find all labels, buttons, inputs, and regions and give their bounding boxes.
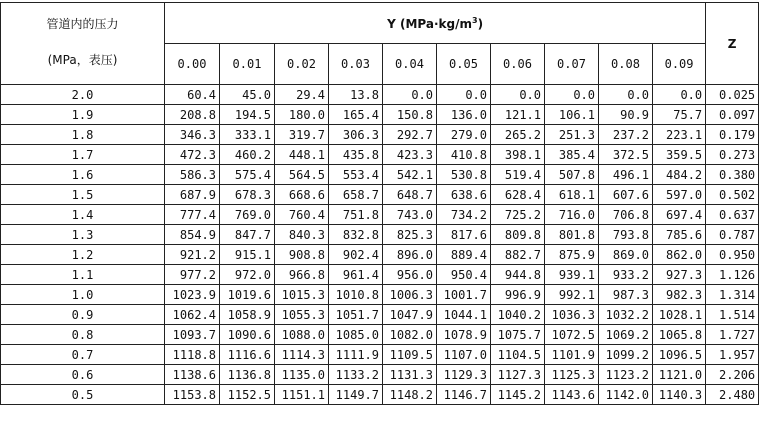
y-value-cell: 410.8 xyxy=(437,145,491,165)
y-value-cell: 1069.2 xyxy=(599,325,653,345)
y-value-cell: 1145.2 xyxy=(491,385,545,405)
y-value-cell: 678.3 xyxy=(220,185,275,205)
y-value-cell: 1146.7 xyxy=(437,385,491,405)
y-value-cell: 1143.6 xyxy=(545,385,599,405)
y-value-cell: 472.3 xyxy=(165,145,220,165)
y-value-cell: 1101.9 xyxy=(545,345,599,365)
y-value-cell: 760.4 xyxy=(275,205,329,225)
table-row xyxy=(1,85,759,105)
y-value-cell: 1125.3 xyxy=(545,365,599,385)
pressure-cell: 1.7 xyxy=(1,145,165,165)
table-body xyxy=(1,85,759,405)
y-value-cell: 359.5 xyxy=(653,145,706,165)
pressure-header xyxy=(1,3,165,85)
y-value-cell: 751.8 xyxy=(329,205,383,225)
y-value-cell: 106.1 xyxy=(545,105,599,125)
y-value-cell: 13.8 xyxy=(329,85,383,105)
y-value-cell: 1015.3 xyxy=(275,285,329,305)
y-value-cell: 854.9 xyxy=(165,225,220,245)
y-value-cell: 29.4 xyxy=(275,85,329,105)
pressure-cell: 1.6 xyxy=(1,165,165,185)
y-value-cell: 1148.2 xyxy=(383,385,437,405)
y-value-cell: 1078.9 xyxy=(437,325,491,345)
y-value-cell: 1082.0 xyxy=(383,325,437,345)
pressure-cell: 0.9 xyxy=(1,305,165,325)
y-value-cell: 423.3 xyxy=(383,145,437,165)
y-value-cell: 1153.8 xyxy=(165,385,220,405)
pressure-cell: 1.0 xyxy=(1,285,165,305)
table-row xyxy=(1,205,759,225)
y-value-cell: 121.1 xyxy=(491,105,545,125)
table-row xyxy=(1,345,759,365)
z-value-cell: 1.727 xyxy=(706,325,759,345)
y-value-cell: 448.1 xyxy=(275,145,329,165)
y-value-cell: 0.0 xyxy=(491,85,545,105)
y-value-cell: 496.1 xyxy=(599,165,653,185)
table-row xyxy=(1,245,759,265)
y-value-cell: 1062.4 xyxy=(165,305,220,325)
y-value-cell: 1075.7 xyxy=(491,325,545,345)
y-value-cell: 769.0 xyxy=(220,205,275,225)
y-value-cell: 586.3 xyxy=(165,165,220,185)
pressure-cell: 1.5 xyxy=(1,185,165,205)
y-value-cell: 725.2 xyxy=(491,205,545,225)
y-value-cell: 658.7 xyxy=(329,185,383,205)
y-value-cell: 75.7 xyxy=(653,105,706,125)
y-value-cell: 1010.8 xyxy=(329,285,383,305)
y-value-cell: 1028.1 xyxy=(653,305,706,325)
y-value-cell: 1133.2 xyxy=(329,365,383,385)
y-value-cell: 706.8 xyxy=(599,205,653,225)
y-value-cell: 1104.5 xyxy=(491,345,545,365)
y-value-cell: 961.4 xyxy=(329,265,383,285)
column-header: 0.02 xyxy=(275,44,329,85)
column-header: 0.03 xyxy=(329,44,383,85)
table-row xyxy=(1,105,759,125)
pressure-y-z-table xyxy=(0,2,759,405)
y-value-cell: 862.0 xyxy=(653,245,706,265)
y-value-cell: 1006.3 xyxy=(383,285,437,305)
table-row xyxy=(1,385,759,405)
y-value-cell: 60.4 xyxy=(165,85,220,105)
y-value-cell: 908.8 xyxy=(275,245,329,265)
y-value-cell: 1040.2 xyxy=(491,305,545,325)
y-value-cell: 484.2 xyxy=(653,165,706,185)
pressure-header-line2: (MPa，表压) xyxy=(47,52,118,67)
y-value-cell: 809.8 xyxy=(491,225,545,245)
y-value-cell: 902.4 xyxy=(329,245,383,265)
y-value-cell: 1151.1 xyxy=(275,385,329,405)
z-value-cell: 0.950 xyxy=(706,245,759,265)
column-header: 0.01 xyxy=(220,44,275,85)
y-value-cell: 992.1 xyxy=(545,285,599,305)
column-header: 0.05 xyxy=(437,44,491,85)
table-row xyxy=(1,265,759,285)
pressure-cell: 0.7 xyxy=(1,345,165,365)
y-value-cell: 150.8 xyxy=(383,105,437,125)
y-value-cell: 90.9 xyxy=(599,105,653,125)
y-value-cell: 346.3 xyxy=(165,125,220,145)
y-value-cell: 801.8 xyxy=(545,225,599,245)
y-value-cell: 950.4 xyxy=(437,265,491,285)
y-value-cell: 398.1 xyxy=(491,145,545,165)
y-value-cell: 597.0 xyxy=(653,185,706,205)
y-value-cell: 519.4 xyxy=(491,165,545,185)
y-value-cell: 1032.2 xyxy=(599,305,653,325)
y-value-cell: 0.0 xyxy=(599,85,653,105)
y-value-cell: 927.3 xyxy=(653,265,706,285)
y-value-cell: 333.1 xyxy=(220,125,275,145)
y-value-cell: 1099.2 xyxy=(599,345,653,365)
y-value-cell: 832.8 xyxy=(329,225,383,245)
pressure-cell: 1.9 xyxy=(1,105,165,125)
y-value-cell: 1129.3 xyxy=(437,365,491,385)
y-value-cell: 687.9 xyxy=(165,185,220,205)
y-value-cell: 915.1 xyxy=(220,245,275,265)
y-value-cell: 743.0 xyxy=(383,205,437,225)
y-value-cell: 825.3 xyxy=(383,225,437,245)
y-value-cell: 944.8 xyxy=(491,265,545,285)
y-value-cell: 1127.3 xyxy=(491,365,545,385)
y-value-cell: 1152.5 xyxy=(220,385,275,405)
y-value-cell: 869.0 xyxy=(599,245,653,265)
y-value-cell: 840.3 xyxy=(275,225,329,245)
y-value-cell: 1090.6 xyxy=(220,325,275,345)
y-value-cell: 607.6 xyxy=(599,185,653,205)
y-value-cell: 628.4 xyxy=(491,185,545,205)
z-value-cell: 2.206 xyxy=(706,365,759,385)
z-value-cell: 1.314 xyxy=(706,285,759,305)
y-value-cell: 530.8 xyxy=(437,165,491,185)
table-row xyxy=(1,365,759,385)
y-value-cell: 793.8 xyxy=(599,225,653,245)
table-row xyxy=(1,305,759,325)
column-header: 0.00 xyxy=(165,44,220,85)
y-value-cell: 882.7 xyxy=(491,245,545,265)
y-value-cell: 575.4 xyxy=(220,165,275,185)
y-value-cell: 0.0 xyxy=(653,85,706,105)
pressure-cell: 1.3 xyxy=(1,225,165,245)
z-value-cell: 0.179 xyxy=(706,125,759,145)
y-value-cell: 1114.3 xyxy=(275,345,329,365)
y-value-cell: 1055.3 xyxy=(275,305,329,325)
y-value-cell: 618.1 xyxy=(545,185,599,205)
z-value-cell: 0.273 xyxy=(706,145,759,165)
y-value-cell: 319.7 xyxy=(275,125,329,145)
y-value-cell: 165.4 xyxy=(329,105,383,125)
y-value-cell: 553.4 xyxy=(329,165,383,185)
y-value-cell: 1023.9 xyxy=(165,285,220,305)
table-row xyxy=(1,125,759,145)
y-value-cell: 847.7 xyxy=(220,225,275,245)
y-value-cell: 1142.0 xyxy=(599,385,653,405)
y-value-cell: 1140.3 xyxy=(653,385,706,405)
y-value-cell: 1135.0 xyxy=(275,365,329,385)
y-value-cell: 237.2 xyxy=(599,125,653,145)
z-value-cell: 2.480 xyxy=(706,385,759,405)
y-value-cell: 1051.7 xyxy=(329,305,383,325)
y-value-cell: 785.6 xyxy=(653,225,706,245)
y-value-cell: 1116.6 xyxy=(220,345,275,365)
y-value-cell: 668.6 xyxy=(275,185,329,205)
y-value-cell: 1047.9 xyxy=(383,305,437,325)
column-header: 0.06 xyxy=(491,44,545,85)
column-header: 0.08 xyxy=(599,44,653,85)
y-value-cell: 1072.5 xyxy=(545,325,599,345)
y-header-suffix: ) xyxy=(477,16,484,31)
pressure-cell: 1.4 xyxy=(1,205,165,225)
z-value-cell: 0.502 xyxy=(706,185,759,205)
y-value-cell: 648.7 xyxy=(383,185,437,205)
y-value-cell: 933.2 xyxy=(599,265,653,285)
y-value-cell: 889.4 xyxy=(437,245,491,265)
y-value-cell: 982.3 xyxy=(653,285,706,305)
y-value-cell: 0.0 xyxy=(383,85,437,105)
z-value-cell: 0.637 xyxy=(706,205,759,225)
z-header: Z xyxy=(706,3,759,85)
y-value-cell: 1138.6 xyxy=(165,365,220,385)
y-value-cell: 977.2 xyxy=(165,265,220,285)
y-value-cell: 1107.0 xyxy=(437,345,491,365)
y-value-cell: 45.0 xyxy=(220,85,275,105)
y-value-cell: 817.6 xyxy=(437,225,491,245)
z-value-cell: 1.126 xyxy=(706,265,759,285)
y-value-cell: 921.2 xyxy=(165,245,220,265)
y-value-cell: 564.5 xyxy=(275,165,329,185)
y-value-cell: 1044.1 xyxy=(437,305,491,325)
y-value-cell: 0.0 xyxy=(545,85,599,105)
y-value-cell: 987.3 xyxy=(599,285,653,305)
y-value-cell: 385.4 xyxy=(545,145,599,165)
y-value-cell: 1088.0 xyxy=(275,325,329,345)
y-value-cell: 875.9 xyxy=(545,245,599,265)
y-value-cell: 1149.7 xyxy=(329,385,383,405)
y-value-cell: 956.0 xyxy=(383,265,437,285)
y-value-cell: 1001.7 xyxy=(437,285,491,305)
y-value-cell: 460.2 xyxy=(220,145,275,165)
pressure-cell: 1.2 xyxy=(1,245,165,265)
y-value-cell: 716.0 xyxy=(545,205,599,225)
y-value-cell: 1131.3 xyxy=(383,365,437,385)
y-value-cell: 251.3 xyxy=(545,125,599,145)
z-value-cell: 0.097 xyxy=(706,105,759,125)
y-value-cell: 1036.3 xyxy=(545,305,599,325)
y-value-cell: 435.8 xyxy=(329,145,383,165)
y-value-cell: 1136.8 xyxy=(220,365,275,385)
pressure-cell: 0.8 xyxy=(1,325,165,345)
y-value-cell: 1118.8 xyxy=(165,345,220,365)
y-value-cell: 697.4 xyxy=(653,205,706,225)
y-value-cell: 194.5 xyxy=(220,105,275,125)
table-row xyxy=(1,165,759,185)
z-value-cell: 0.025 xyxy=(706,85,759,105)
column-header: 0.07 xyxy=(545,44,599,85)
y-value-cell: 1111.9 xyxy=(329,345,383,365)
y-value-cell: 896.0 xyxy=(383,245,437,265)
column-header: 0.04 xyxy=(383,44,437,85)
y-value-cell: 1121.0 xyxy=(653,365,706,385)
pressure-cell: 1.1 xyxy=(1,265,165,285)
z-value-cell: 1.957 xyxy=(706,345,759,365)
z-value-cell: 1.514 xyxy=(706,305,759,325)
y-value-cell: 1019.6 xyxy=(220,285,275,305)
y-value-cell: 1085.0 xyxy=(329,325,383,345)
pressure-cell: 1.8 xyxy=(1,125,165,145)
y-header-prefix: Y (MPa·kg/m xyxy=(387,16,472,31)
y-value-cell: 1109.5 xyxy=(383,345,437,365)
column-header: 0.09 xyxy=(653,44,706,85)
table-row xyxy=(1,285,759,305)
pressure-header-line1: 管道内的压力 xyxy=(46,16,119,31)
table-row xyxy=(1,185,759,205)
y-value-cell: 939.1 xyxy=(545,265,599,285)
y-value-cell: 180.0 xyxy=(275,105,329,125)
y-value-cell: 1096.5 xyxy=(653,345,706,365)
y-value-cell: 279.0 xyxy=(437,125,491,145)
y-header xyxy=(165,3,706,44)
y-value-cell: 265.2 xyxy=(491,125,545,145)
y-value-cell: 972.0 xyxy=(220,265,275,285)
pressure-cell: 2.0 xyxy=(1,85,165,105)
y-value-cell: 1123.2 xyxy=(599,365,653,385)
z-value-cell: 0.787 xyxy=(706,225,759,245)
y-value-cell: 1065.8 xyxy=(653,325,706,345)
y-value-cell: 507.8 xyxy=(545,165,599,185)
y-value-cell: 223.1 xyxy=(653,125,706,145)
y-value-cell: 777.4 xyxy=(165,205,220,225)
y-value-cell: 0.0 xyxy=(437,85,491,105)
header-row-top xyxy=(1,3,759,44)
table-row xyxy=(1,325,759,345)
table-row xyxy=(1,225,759,245)
y-value-cell: 292.7 xyxy=(383,125,437,145)
y-value-cell: 996.9 xyxy=(491,285,545,305)
y-value-cell: 306.3 xyxy=(329,125,383,145)
y-value-cell: 208.8 xyxy=(165,105,220,125)
table-row xyxy=(1,145,759,165)
y-value-cell: 734.2 xyxy=(437,205,491,225)
y-value-cell: 966.8 xyxy=(275,265,329,285)
y-value-cell: 1093.7 xyxy=(165,325,220,345)
y-value-cell: 542.1 xyxy=(383,165,437,185)
y-value-cell: 136.0 xyxy=(437,105,491,125)
pressure-cell: 0.5 xyxy=(1,385,165,405)
pressure-cell: 0.6 xyxy=(1,365,165,385)
y-header-sup: 3 xyxy=(471,15,478,25)
y-value-cell: 372.5 xyxy=(599,145,653,165)
z-value-cell: 0.380 xyxy=(706,165,759,185)
y-value-cell: 1058.9 xyxy=(220,305,275,325)
y-value-cell: 638.6 xyxy=(437,185,491,205)
